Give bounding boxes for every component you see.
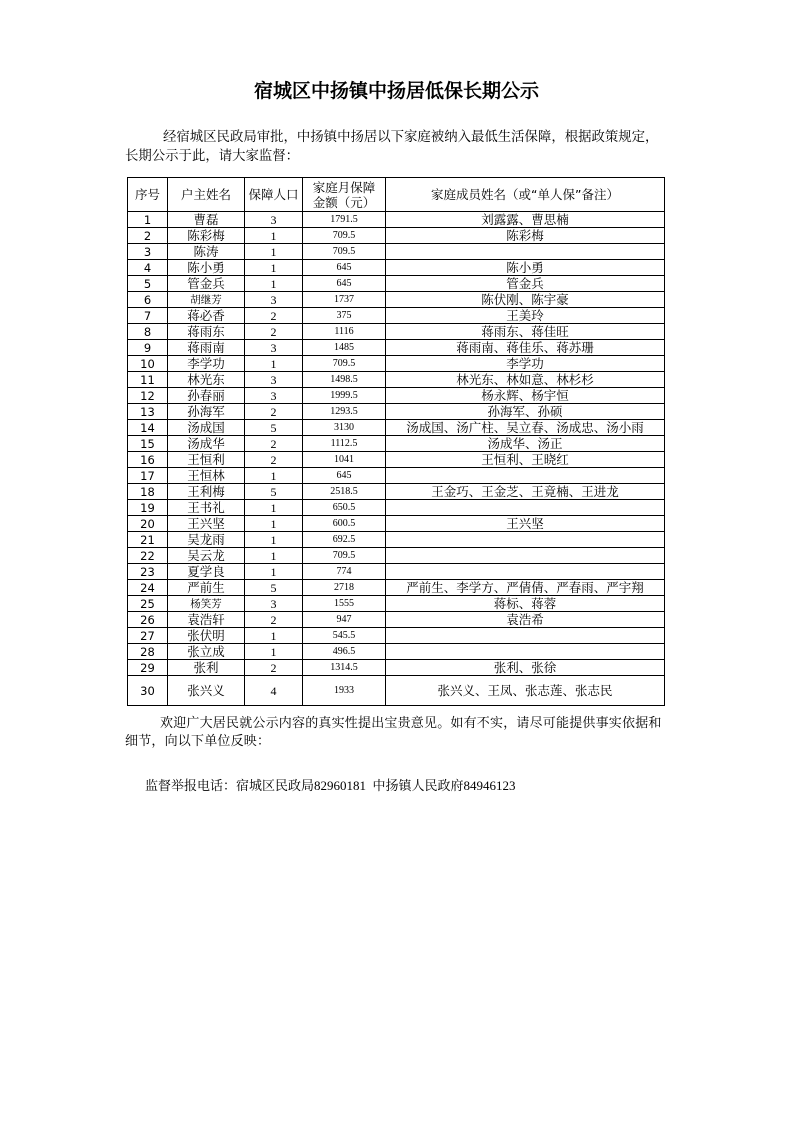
cell-persons: 3 <box>245 212 303 228</box>
cell-index: 20 <box>128 516 168 532</box>
cell-persons: 5 <box>245 420 303 436</box>
cell-persons: 3 <box>245 372 303 388</box>
table-row <box>128 500 665 516</box>
cell-index: 3 <box>128 244 168 260</box>
cell-persons: 2 <box>245 612 303 628</box>
header-persons: 保障人口 <box>245 178 303 212</box>
cell-amount: 709.5 <box>303 244 386 260</box>
cell-members: 林光东、林如意、林杉杉 <box>386 372 665 388</box>
cell-persons: 2 <box>245 436 303 452</box>
cell-head-name: 蒋雨南 <box>168 340 245 356</box>
cell-members: 张兴义、王凤、张志莲、张志民 <box>386 676 665 706</box>
cell-members: 袁浩希 <box>386 612 665 628</box>
cell-amount: 1485 <box>303 340 386 356</box>
cell-persons: 1 <box>245 244 303 260</box>
cell-head-name: 王恒利 <box>168 452 245 468</box>
cell-head-name: 严前生 <box>168 580 245 596</box>
cell-index: 9 <box>128 340 168 356</box>
cell-amount: 1999.5 <box>303 388 386 404</box>
table-row <box>128 420 665 436</box>
cell-head-name: 蒋必香 <box>168 308 245 324</box>
cell-head-name: 夏学良 <box>168 564 245 580</box>
table-row <box>128 644 665 660</box>
cell-persons: 5 <box>245 484 303 500</box>
table-row <box>128 548 665 564</box>
cell-persons: 2 <box>245 324 303 340</box>
cell-amount: 1737 <box>303 292 386 308</box>
cell-index: 30 <box>128 676 168 706</box>
cell-amount: 1498.5 <box>303 372 386 388</box>
cell-persons: 1 <box>245 564 303 580</box>
cell-head-name: 吴龙雨 <box>168 532 245 548</box>
cell-persons: 2 <box>245 660 303 676</box>
table-row <box>128 676 665 706</box>
cell-head-name: 胡继芳 <box>168 292 245 308</box>
cell-amount: 545.5 <box>303 628 386 644</box>
cell-persons: 3 <box>245 340 303 356</box>
cell-head-name: 陈彩梅 <box>168 228 245 244</box>
cell-index: 27 <box>128 628 168 644</box>
cell-persons: 1 <box>245 276 303 292</box>
cell-index: 14 <box>128 420 168 436</box>
table-row <box>128 324 665 340</box>
cell-head-name: 汤成国 <box>168 420 245 436</box>
contact-line: 监督举报电话：宿城区民政局82960181 中扬镇人民政府84946123 <box>145 778 516 793</box>
cell-members <box>386 468 665 484</box>
header-members: 家庭成员姓名（或“单人保”备注） <box>386 178 665 212</box>
table-row <box>128 372 665 388</box>
cell-index: 13 <box>128 404 168 420</box>
cell-members <box>386 564 665 580</box>
cell-index: 18 <box>128 484 168 500</box>
cell-head-name: 王兴坚 <box>168 516 245 532</box>
cell-index: 17 <box>128 468 168 484</box>
cell-members <box>386 628 665 644</box>
cell-index: 25 <box>128 596 168 612</box>
cell-persons: 1 <box>245 516 303 532</box>
cell-members: 陈伏刚、陈宇豪 <box>386 292 665 308</box>
cell-members: 陈小勇 <box>386 260 665 276</box>
cell-head-name: 孙春丽 <box>168 388 245 404</box>
cell-amount: 645 <box>303 260 386 276</box>
cell-amount: 645 <box>303 276 386 292</box>
cell-amount: 650.5 <box>303 500 386 516</box>
cell-amount: 774 <box>303 564 386 580</box>
cell-amount: 692.5 <box>303 532 386 548</box>
cell-index: 5 <box>128 276 168 292</box>
cell-members: 蒋雨南、蒋佳乐、蒋苏珊 <box>386 340 665 356</box>
cell-members <box>386 644 665 660</box>
cell-index: 11 <box>128 372 168 388</box>
table-row <box>128 276 665 292</box>
cell-head-name: 吴云龙 <box>168 548 245 564</box>
cell-amount: 375 <box>303 308 386 324</box>
cell-head-name: 张立成 <box>168 644 245 660</box>
cell-persons: 1 <box>245 628 303 644</box>
cell-amount: 3130 <box>303 420 386 436</box>
table-row <box>128 452 665 468</box>
table-row <box>128 628 665 644</box>
cell-amount: 947 <box>303 612 386 628</box>
cell-head-name: 张利 <box>168 660 245 676</box>
cell-amount: 600.5 <box>303 516 386 532</box>
table-row <box>128 596 665 612</box>
cell-persons: 1 <box>245 532 303 548</box>
cell-members: 王恒利、王晓红 <box>386 452 665 468</box>
feedback-note: 欢迎广大居民就公示内容的真实性提出宝贵意见。如有不实，请尽可能提供事实依据和细节，向以下单位反映： <box>125 716 662 749</box>
header-head-name: 户主姓名 <box>168 178 245 212</box>
cell-persons: 1 <box>245 228 303 244</box>
cell-amount: 709.5 <box>303 356 386 372</box>
cell-index: 7 <box>128 308 168 324</box>
cell-amount: 1041 <box>303 452 386 468</box>
table-row <box>128 292 665 308</box>
cell-index: 22 <box>128 548 168 564</box>
cell-persons: 1 <box>245 500 303 516</box>
cell-persons: 2 <box>245 404 303 420</box>
cell-persons: 3 <box>245 596 303 612</box>
table-row <box>128 436 665 452</box>
table-row <box>128 388 665 404</box>
cell-amount: 709.5 <box>303 548 386 564</box>
cell-persons: 3 <box>245 292 303 308</box>
header-row <box>128 178 665 212</box>
cell-amount: 709.5 <box>303 228 386 244</box>
cell-members <box>386 500 665 516</box>
cell-persons: 4 <box>245 676 303 706</box>
table-row <box>128 260 665 276</box>
cell-head-name: 蒋雨东 <box>168 324 245 340</box>
cell-members <box>386 548 665 564</box>
cell-members: 蒋雨东、蒋佳旺 <box>386 324 665 340</box>
table-row <box>128 468 665 484</box>
cell-index: 16 <box>128 452 168 468</box>
cell-amount: 645 <box>303 468 386 484</box>
cell-members: 严前生、李学方、严倩倩、严春雨、严宇翔 <box>386 580 665 596</box>
cell-head-name: 林光东 <box>168 372 245 388</box>
table-row <box>128 484 665 500</box>
cell-head-name: 王书礼 <box>168 500 245 516</box>
cell-head-name: 汤成华 <box>168 436 245 452</box>
cell-persons: 5 <box>245 580 303 596</box>
cell-amount: 1933 <box>303 676 386 706</box>
cell-head-name: 袁浩轩 <box>168 612 245 628</box>
cell-index: 21 <box>128 532 168 548</box>
cell-members: 汤成国、汤广柱、吴立春、汤成忠、汤小雨 <box>386 420 665 436</box>
table-row <box>128 564 665 580</box>
cell-head-name: 王利梅 <box>168 484 245 500</box>
table-row <box>128 340 665 356</box>
cell-persons: 1 <box>245 644 303 660</box>
cell-amount: 1314.5 <box>303 660 386 676</box>
table-row <box>128 244 665 260</box>
table-row <box>128 212 665 228</box>
cell-index: 2 <box>128 228 168 244</box>
cell-index: 26 <box>128 612 168 628</box>
cell-head-name: 张伏明 <box>168 628 245 644</box>
header-amount-line1: 家庭月保障 <box>312 179 376 195</box>
cell-index: 10 <box>128 356 168 372</box>
table-row <box>128 580 665 596</box>
cell-amount: 1555 <box>303 596 386 612</box>
cell-members <box>386 532 665 548</box>
cell-index: 6 <box>128 292 168 308</box>
cell-persons: 3 <box>245 388 303 404</box>
cell-persons: 1 <box>245 468 303 484</box>
cell-persons: 1 <box>245 548 303 564</box>
cell-index: 19 <box>128 500 168 516</box>
cell-members: 李学功 <box>386 356 665 372</box>
cell-members: 王美玲 <box>386 308 665 324</box>
header-amount <box>303 178 386 212</box>
cell-members: 杨永辉、杨宇恒 <box>386 388 665 404</box>
cell-index: 23 <box>128 564 168 580</box>
table-row <box>128 404 665 420</box>
cell-index: 1 <box>128 212 168 228</box>
table-row <box>128 612 665 628</box>
page-title: 宿城区中扬镇中扬居低保长期公示 <box>253 80 539 102</box>
cell-index: 4 <box>128 260 168 276</box>
intro-paragraph: 经宿城区民政局审批，中扬镇中扬居以下家庭被纳入最低生活保障，根据政策规定，长期公示于此，请大家监督： <box>125 130 659 164</box>
cell-members: 张利、张徐 <box>386 660 665 676</box>
cell-amount: 2718 <box>303 580 386 596</box>
table-row <box>128 660 665 676</box>
header-index: 序号 <box>128 178 168 212</box>
cell-members: 刘露露、曹思楠 <box>386 212 665 228</box>
cell-amount: 1293.5 <box>303 404 386 420</box>
cell-members <box>386 244 665 260</box>
cell-head-name: 管金兵 <box>168 276 245 292</box>
cell-index: 24 <box>128 580 168 596</box>
cell-amount: 1791.5 <box>303 212 386 228</box>
table-row <box>128 516 665 532</box>
cell-head-name: 陈涛 <box>168 244 245 260</box>
cell-amount: 1112.5 <box>303 436 386 452</box>
cell-head-name: 李学功 <box>168 356 245 372</box>
cell-index: 12 <box>128 388 168 404</box>
cell-persons: 1 <box>245 356 303 372</box>
cell-head-name: 孙海军 <box>168 404 245 420</box>
cell-members: 汤成华、汤正 <box>386 436 665 452</box>
cell-head-name: 张兴义 <box>168 676 245 706</box>
cell-amount: 2518.5 <box>303 484 386 500</box>
cell-index: 28 <box>128 644 168 660</box>
cell-members: 王兴坚 <box>386 516 665 532</box>
cell-persons: 1 <box>245 260 303 276</box>
table-header <box>128 178 665 212</box>
cell-members: 陈彩梅 <box>386 228 665 244</box>
recipients-table <box>127 177 665 706</box>
cell-members: 管金兵 <box>386 276 665 292</box>
table-row <box>128 228 665 244</box>
cell-amount: 1116 <box>303 324 386 340</box>
table-row <box>128 356 665 372</box>
header-amount-line2: 金额（元） <box>312 194 376 210</box>
cell-head-name: 陈小勇 <box>168 260 245 276</box>
cell-persons: 2 <box>245 452 303 468</box>
cell-amount: 496.5 <box>303 644 386 660</box>
table-body <box>128 212 665 706</box>
cell-members: 蒋标、蒋蓉 <box>386 596 665 612</box>
table-row <box>128 532 665 548</box>
cell-persons: 2 <box>245 308 303 324</box>
cell-index: 29 <box>128 660 168 676</box>
cell-head-name: 曹磊 <box>168 212 245 228</box>
cell-members: 王金巧、王金芝、王竟楠、王进龙 <box>386 484 665 500</box>
cell-members: 孙海军、孙硕 <box>386 404 665 420</box>
cell-index: 8 <box>128 324 168 340</box>
cell-index: 15 <box>128 436 168 452</box>
table-row <box>128 308 665 324</box>
cell-head-name: 杨笑芳 <box>168 596 245 612</box>
cell-head-name: 王恒林 <box>168 468 245 484</box>
